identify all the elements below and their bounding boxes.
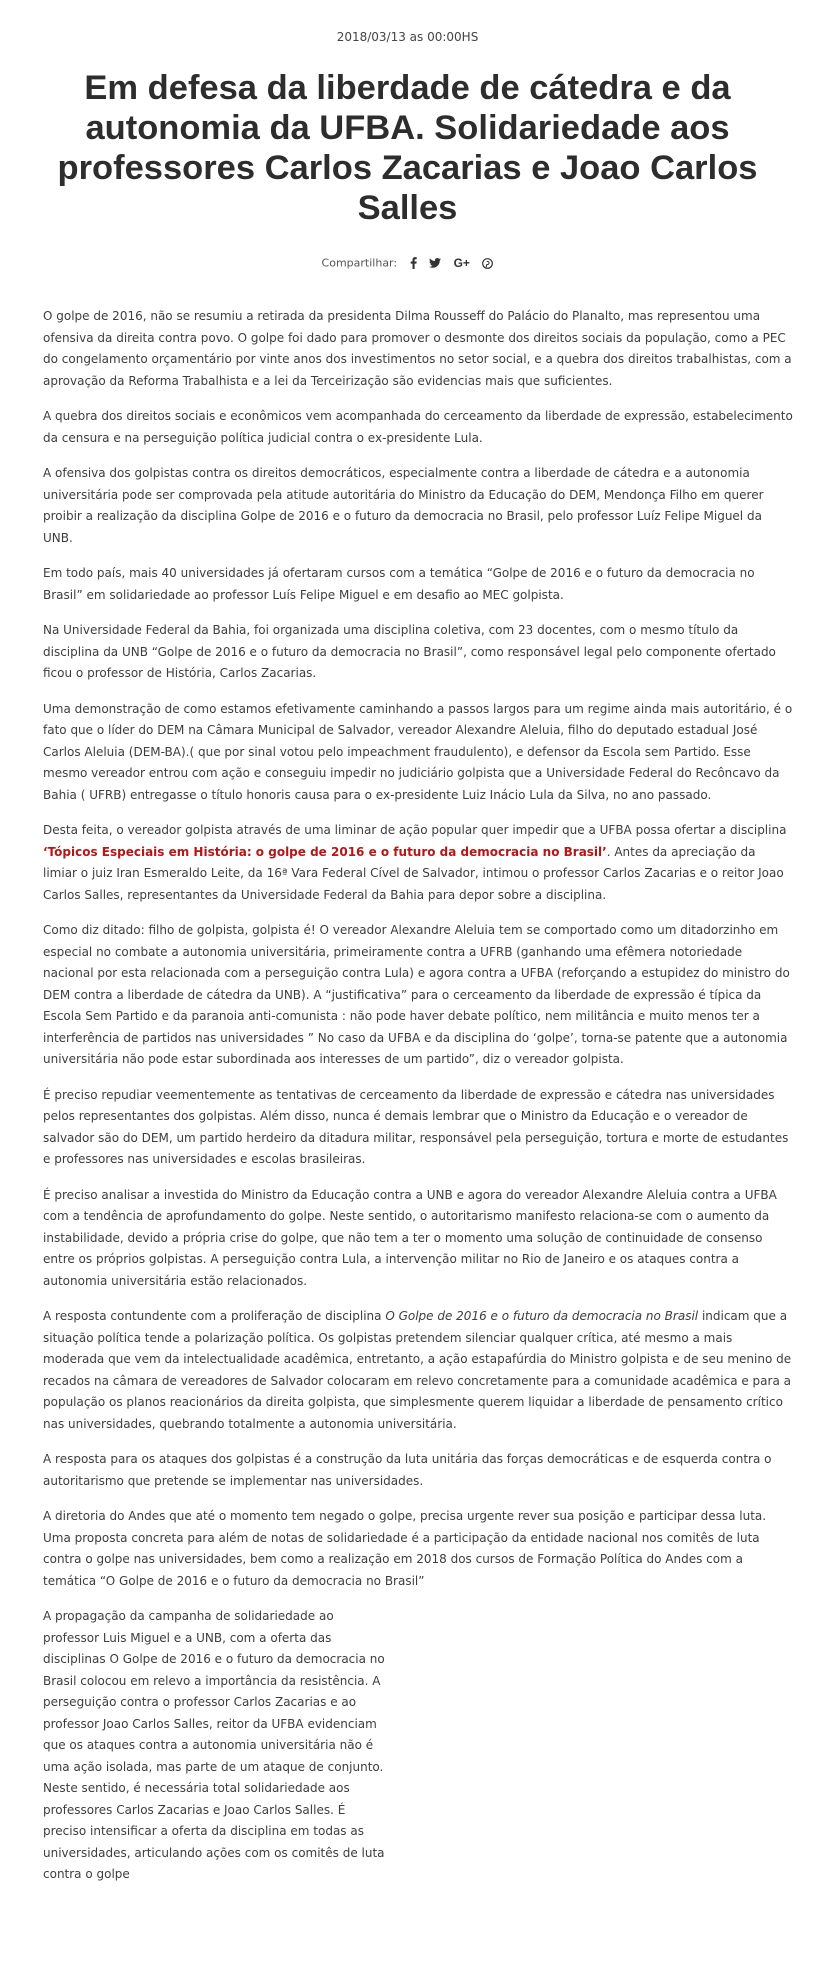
paragraph: É preciso repudiar veementemente as tentativas de cerceamento da liberdade de expressão e cátedra nas universidades pelos representantes dos golpistas. Além disso, nunca é demais lembrar que o Ministro da Educação e o vereador de salvador são do DEM, um partido herdeiro da ditadura militar, responsável pela perseguição, tortura e morte de estudantes e professores nas universidades e escolas brasileiras.	[43, 1087, 789, 1166]
paragraph: A propagação da campanha de solidariedade ao professor Luis Miguel e a UNB, com a oferta das disciplinas O Golpe de 2016 e o futuro da democracia no Brasil colocou em relevo a importância da resistência. A perseguição contra o professor Carlos Zacarias e ao professor Joao Carlos Salles, reitor da UFBA evidenciam que os ataques contra a autonomia universitária não é uma ação isolada, mas parte de um ataque de conjunto. Neste sentido, é necessária total solidariedade aos professores Carlos Zacarias e Joao Carlos Salles. É preciso intensificar a oferta da disciplina em todas as universidades, articulando ações com os comitês de luta contra o golpe	[43, 1609, 385, 1881]
paragraph: A ofensiva dos golpistas contra os direitos democráticos, especialmente contra a liberdade de cátedra e a autonomia universitária pode ser comprovada pela atitude autoritária do Ministro da Educação do DEM, Mendonça Filho em querer proibir a realização da disciplina Golpe de 2016 e o futuro da democracia no Brasil, pelo professor Luíz Felipe Miguel da UNB.	[43, 466, 764, 545]
share-label: Compartilhar:	[321, 256, 398, 270]
facebook-icon[interactable]	[410, 257, 417, 269]
paragraph	[43, 820, 793, 906]
google-plus-icon[interactable]: G+	[453, 256, 470, 270]
course-title-highlight: ‘Tópicos Especiais em História: o golpe de 2016 e o futuro da democracia no Brasil’	[43, 844, 607, 859]
paragraph	[43, 1306, 793, 1435]
course-title-italic: O Golpe de 2016 e o futuro da democracia no Brasil	[385, 1309, 699, 1323]
share-bar	[0, 256, 815, 270]
paragraph: Como diz ditado: filho de golpista, golpista é! O vereador Alexandre Aleluia tem se comportado como um ditadorzinho em especial no combate a autonomia universitária, primeiramente contra a UFRB (ganhando uma efêmera notoriedade nacional por esta relacionada com a perseguição contra Lula) e agora contra a UFBA (reforçando a estupidez do ministro do DEM contra a liberdade de cátedra da UNB). A “justificativa” para o cerceamento da liberdade de expressão é típica da Escola Sem Partido e da paranoia anti-comunista : não pode haver debate político, nem militância e muito menos ter a interferência de partidos nas universidades ” No caso da UFBA e da disciplina do ‘golpe’, torna-se patente que a autonomia universitária não pode estar subordinada aos interesses de um partido”, diz o vereador golpista.	[43, 923, 790, 1066]
article-body	[43, 306, 793, 1900]
twitter-icon[interactable]	[429, 258, 441, 268]
paragraph: Uma demonstração de como estamos efetivamente caminhando a passos largos para um regime ainda mais autoritário, é o fato que o líder do DEM na Câmara Municipal de Salvador, vereador Alexandre Aleluia, filho do deputado estadual José Carlos Aleluia (DEM-BA).( que por sinal votou pelo impeachment fraudulento), e defensor da Escola sem Partido. Esse mesmo vereador entrou com ação e conseguiu impedir no judiciário golpista que a Universidade Federal do Recôncavo da Bahia ( UFRB) entregasse o título honoris causa para o ex-presidente Luiz Inácio Lula da Silva, no ano passado.	[43, 701, 793, 802]
article-title: Em defesa da liberdade de cátedra e da autonomia da UFBA. Solidariedade aos professores Carlos Zacarias e Joao Carlos Salles	[57, 69, 758, 227]
paragraph: O golpe de 2016, não se resumiu a retirada da presidenta Dilma Rousseff do Palácio do Planalto, mas representou uma ofensiva da direita contra povo. O golpe foi dado para promover o desmonte dos direitos sociais da população, como a PEC do congelamento orçamentário por vinte anos dos investimentos no setor social, e a quebra dos direitos trabalhistas, com a aprovação da Reforma Trabalhista e a lei da Terceirização são evidencias mais que suficientes.	[43, 309, 792, 388]
paragraph: A diretoria do Andes que até o momento tem negado o golpe, precisa urgente rever sua posição e participar dessa luta. Uma proposta concreta para além de notas de solidariedade é a participação da entidade nacional nos comitês de luta contra o golpe nas universidades, bem como a realização em 2018 dos cursos de Formação Política do Andes com a temática “O Golpe de 2016 e o futuro da democracia no Brasil”	[43, 1509, 767, 1588]
publish-date: 2018/03/13 as 00:00HS	[336, 30, 479, 44]
paragraph: É preciso analisar a investida do Ministro da Educação contra a UNB e agora do vereador Alexandre Aleluia contra a UFBA com a tendência de aprofundamento do golpe. Neste sentido, o autoritarismo manifesto relaciona-se com o aumento da instabilidade, devido a própria crise do golpe, que não tem a ter o momento uma solução de continuidade de consenso entre os próprios golpistas. A perseguição contra Lula, a intervenção militar no Rio de Janeiro e os ataques contra a autonomia universitária estão relacionados.	[43, 1187, 777, 1288]
paragraph-text: A resposta contundente com a proliferação de disciplina	[43, 1309, 386, 1323]
paragraph: A quebra dos direitos sociais e econômicos vem acompanhada do cerceamento da liberdade de expressão, estabelecimento da censura e na perseguição política judicial contra o ex-presidente Lula.	[43, 409, 793, 445]
paragraph: Em todo país, mais 40 universidades já ofertaram cursos com a temática “Golpe de 2016 e o futuro da democracia no Brasil” em solidariedade ao professor Luís Felipe Miguel e em desafio ao MEC golpista.	[43, 566, 755, 602]
paragraph-text: Desta feita, o vereador golpista através de uma liminar de ação popular quer impedir que a UFBA possa ofertar a disciplina	[43, 823, 787, 837]
paragraph: Na Universidade Federal da Bahia, foi organizada uma disciplina coletiva, com 23 docentes, com o mesmo título da disciplina da UNB “Golpe de 2016 e o futuro da democracia no Brasil”, como responsável legal pelo componente ofertado ficou o professor de História, Carlos Zacarias.	[43, 623, 776, 680]
paragraph-text: . Antes da apreciação da limiar o juiz Iran Esmeraldo Leite, da 16ª Vara Federal Cível de Salvador, intimou o professor Carlos Zacarias e o reitor Joao Carlos Salles, representantes da Universidade Federal da Bahia para depor sobre a disciplina.	[43, 844, 784, 902]
paragraph-text: indicam que a situação política tende a polarização política. Os golpistas pretendem silenciar qualquer crítica, até mesmo a mais moderada que vem da intelectualidade acadêmica, entretanto, a ação estapafúrdia do Ministro golpista e de seu menino de recados na câmara de vereadores de Salvador colocaram em relevo concretamente para a comunidade acadêmica e para a população os planos reacionários da direita golpista, que simplesmente querem liquidar a liberdade de pensamento crítico nas universidades, quebrando totalmente a autonomia universitária.	[43, 1309, 792, 1431]
pinterest-icon[interactable]	[482, 258, 493, 269]
paragraph: A resposta para os ataques dos golpistas é a construção da luta unitária das forças democráticas e de esquerda contra o autoritarismo que pretende se implementar nas universidades.	[43, 1452, 772, 1488]
